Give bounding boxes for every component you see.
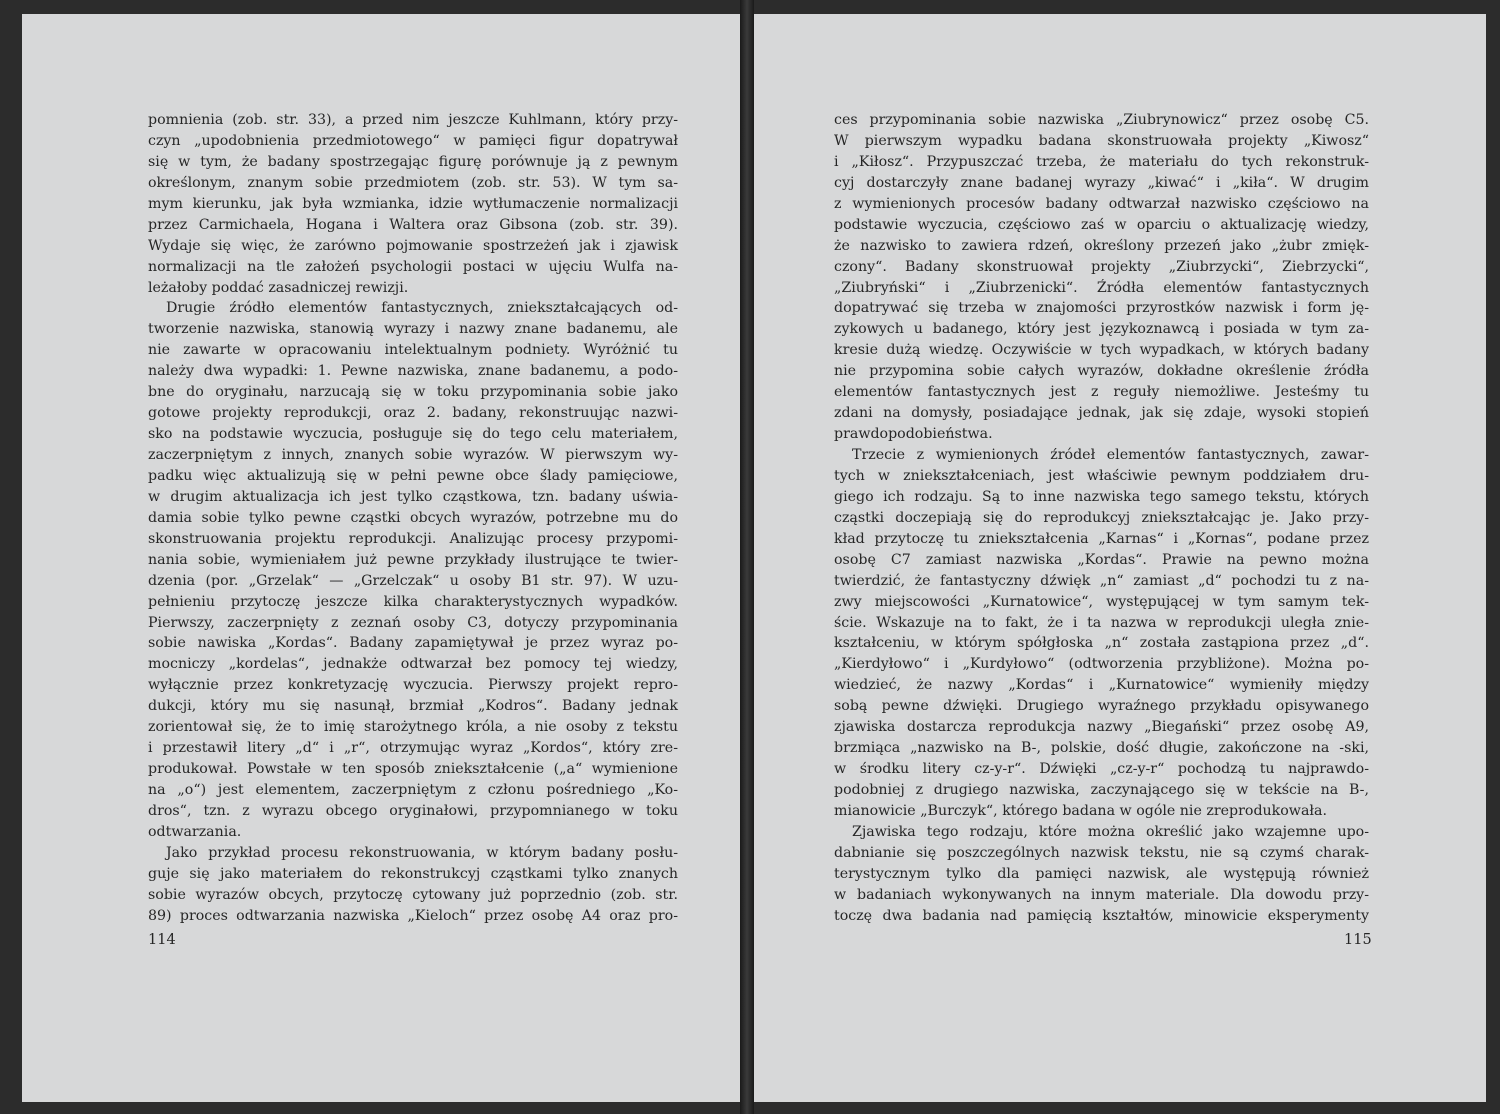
text-line: wyłącznie przez konkretyzację wyczucia. Pierwszy projekt repro- <box>148 677 678 694</box>
text-line: pomnienia (zob. str. 33), a przed nim jeszcze Kuhlmann, który przy- <box>148 112 678 128</box>
text-line: dopatrywać się trzeba w znajomości przyrostków nazwisk i form ję- <box>834 300 1369 317</box>
text-line: Pierwszy, zaczerpnięty z zeznań osoby C3, dotyczy przypominania <box>148 614 678 631</box>
text-line: nie przypomina sobie całych wyrazów, dokładne określenie źródła <box>834 363 1369 380</box>
text-line: się w tym, że badany spostrzegając figurę porównuje ją z pewnym <box>148 153 678 170</box>
text-line: toczę dwa badania nad pamięcią kształtów, minowicie eksperymenty <box>834 907 1369 924</box>
text-line: skonstruowania projektu reprodukcji. Analizując procesy przypomi- <box>148 530 678 547</box>
text-line: mym kierunku, jak była wzmianka, idzie wytłumaczenie normalizacji <box>148 195 678 212</box>
text-line: tworzenie nazwiska, stanowią wyrazy i nazwy znane badanemu, ale <box>148 321 678 338</box>
text-line: czony“. Badany skonstruował projekty „Ziubrzycki“, Ziebrzycki“, <box>834 258 1369 275</box>
text-line: tych w zniekształceniach, jest właściwie pewnym poddziałem dru- <box>834 467 1369 484</box>
text-line: kład przytoczę tu zniekształcenia „Karnas“ i „Kornas“, podane przez <box>834 530 1369 547</box>
text-line: sobą pewne dźwięki. Drugiego wyraźnego przykładu opisywanego <box>834 698 1369 715</box>
left-page-number: 114 <box>148 932 176 948</box>
right-page-body-text <box>834 110 1369 927</box>
text-line: „Kierdyłowo“ i „Kurdyłowo“ (odtworzenia przybliżone). Można po- <box>834 656 1369 673</box>
text-line: określonym, znanym sobie przedmiotem (zob. str. 53). W tym sa- <box>148 174 678 191</box>
left-page <box>22 14 740 1102</box>
text-line: mianowicie „Burczyk“, którego badana w ogóle nie zreprodukowała. <box>834 802 1327 819</box>
text-line: brzmiąca „nazwisko na B-, polskie, dość długie, zakończone na -ski, <box>834 740 1369 757</box>
text-line: należy dwa wypadki: 1. Pewne nazwiska, znane badanemu, a podo- <box>148 363 678 380</box>
text-line: leżałoby poddać zasadniczej rewizji. <box>148 279 409 296</box>
text-line: produkował. Powstałe w ten sposób zniekształcenie („a“ wymienione <box>148 761 678 778</box>
text-line: dukcji, który mu się nasunął, brzmiał „Kodros“. Badany jednak <box>148 698 678 715</box>
text-line: w badaniach wykonywanych na innym materiale. Dla dowodu przy- <box>834 886 1369 903</box>
text-line: zaczerpniętym z innych, znanych sobie wyrazów. W pierwszym wy- <box>148 447 678 463</box>
text-line: gotowe projekty reprodukcji, oraz 2. badany, rekonstruując nazwi- <box>148 405 678 422</box>
text-line: 89) proces odtwarzania nazwiska „Kieloch“ przez osobę A4 oraz pro- <box>148 907 678 924</box>
text-line: na „o“) jest elementem, zaczerpniętym z członu pośredniego „Ko- <box>148 782 678 798</box>
text-line: ces przypominania sobie nazwiska „Ziubrynowicz“ przez osobę C5. <box>834 112 1369 128</box>
text-line: zwy miejscowości „Kurnatowice“, występującej w tym samym tek- <box>834 593 1369 610</box>
text-line: sobie nawiska „Kordas“. Badany zapamiętywał je przez wyraz po- <box>148 635 678 652</box>
text-line: dros“, tzn. z wyrazu obcego oryginałowi, przypomnianego w toku <box>148 802 678 819</box>
right-page-number: 115 <box>1344 932 1372 948</box>
text-line: zykowych u badanego, który jest językoznawcą i posiada w tym za- <box>834 321 1369 338</box>
left-page-body-text <box>148 110 678 927</box>
text-line: Jako przykład procesu rekonstruowania, w którym badany posłu- <box>166 844 678 861</box>
text-line: w środku litery cz-y-r“. Dźwięki „cz-y-r“ pochodzą tu najprawdo- <box>834 761 1369 778</box>
text-line: ście. Wskazuje na to fakt, że i ta nazwa w reprodukcji uległa znie- <box>834 614 1369 631</box>
book-gutter <box>740 0 754 1114</box>
text-line: twierdzić, że fantastyczny dźwięk „n“ zamiast „d“ pochodzi tu z na- <box>834 572 1369 589</box>
text-line: prawdopodobieństwa. <box>834 426 993 443</box>
text-line: bne do oryginału, narzucają się w toku przypominania sobie jako <box>148 384 678 401</box>
text-line: podobniej z drugiego nazwiska, zaczynającego się w tekście na B-, <box>834 782 1369 798</box>
text-line: odtwarzania. <box>148 823 242 840</box>
text-line: „Ziubryński“ i „Ziubrzenicki“. Źródła elementów fantastycznych <box>834 279 1369 296</box>
text-line: nania sobie, wymieniałem już pewne przykłady ilustrujące te twier- <box>148 551 678 568</box>
text-line: czyn „upodobnienia przedmiotowego“ w pamięci figur dopatrywał <box>148 132 678 149</box>
text-line: Wydaje się więc, że zarówno pojmowanie spostrzeżeń jak i zjawisk <box>148 237 678 254</box>
text-line: terystycznym tylko dla pamięci nazwisk, ale występują również <box>834 865 1369 882</box>
text-line: dzenia (por. „Grzelak“ — „Grzelczak“ u osoby B1 str. 97). W uzu- <box>148 572 678 589</box>
text-line: sobie wyrazów obcych, przytoczę cytowany już poprzednio (zob. str. <box>148 886 678 903</box>
text-line: Drugie źródło elementów fantastycznych, zniekształcających od- <box>166 300 678 317</box>
text-line: elementów fantastycznych jest z reguły niemożliwe. Jesteśmy tu <box>834 384 1369 401</box>
text-line: cząstki doczepiają się do reprodukcyj zniekształcając je. Jako przy- <box>834 509 1369 526</box>
text-line: wiedzieć, że nazwy „Kordas“ i „Kurnatowice“ wymieniły między <box>834 677 1369 694</box>
text-line: że nazwisko to zawiera rdzeń, określony przezeń jako „żubr zmięk- <box>834 237 1369 254</box>
text-line: sko na podstawie wyczucia, posługuje się do tego celu materiałem, <box>148 426 678 443</box>
text-line: osobę C7 zamiast nazwiska „Kordas“. Prawie na pewno można <box>834 551 1369 568</box>
text-line: zjawiska dostarcza reprodukcja nazwy „Biegański“ przez osobę A9, <box>834 719 1369 736</box>
text-line: guje się jako materiałem do rekonstrukcyj cząstkami tylko znanych <box>148 865 678 882</box>
text-line: i „Kiłosz“. Przypuszczać trzeba, że materiału do tych rekonstruk- <box>834 153 1369 170</box>
text-line: W pierwszym wypadku badana skonstruowała projekty „Kiwosz“ <box>834 132 1369 149</box>
text-line: pełnieniu przytoczę jeszcze kilka charakterystycznych wypadków. <box>148 593 678 610</box>
text-line: zdani na domysły, posiadające jednak, jak się zdaje, wysoki stopień <box>834 405 1369 422</box>
text-line: w drugim aktualizacja ich jest tylko cząstkowa, tzn. badany uświa- <box>148 488 678 505</box>
text-line: i przestawił litery „d“ i „r“, otrzymując wyraz „Kordos“, który zre- <box>148 740 678 757</box>
text-line: damia sobie tylko pewne cząstki obcych wyrazów, potrzebne mu do <box>148 509 678 526</box>
text-line: podstawie wyczucia, częściowo zaś w oparciu o aktualizację wiedzy, <box>834 216 1369 233</box>
text-line: padku więc aktualizują się w pełni pewne obce ślady pamięciowe, <box>148 467 678 484</box>
text-line: kształceniu, w którym spółgłoska „n“ została zastąpiona przez „d“. <box>834 635 1369 652</box>
text-line: zorientował się, że to imię starożytnego króla, a nie osoby z tekstu <box>148 719 678 736</box>
right-page <box>754 14 1486 1102</box>
text-line: dabnianie się poszczególnych nazwisk tekstu, nie są czymś charak- <box>834 844 1369 861</box>
text-line: kresie dużą wiedzę. Oczywiście w tych wypadkach, w których badany <box>834 342 1369 359</box>
text-line: giego ich rodzaju. Są to inne nazwiska tego samego tekstu, których <box>834 488 1369 505</box>
text-line: Zjawiska tego rodzaju, które można określić jako wzajemne upo- <box>852 823 1369 840</box>
text-line: cyj dostarczyły znane badanej wyrazy „kiwać“ i „kiła“. W drugim <box>834 174 1369 191</box>
text-line: normalizacji na tle założeń psychologii postaci w ujęciu Wulfa na- <box>148 258 678 275</box>
text-line: Trzecie z wymienionych źródeł elementów fantastycznych, zawar- <box>852 447 1369 463</box>
text-line: z wymienionych procesów badany odtwarzał nazwisko częściowo na <box>834 195 1369 212</box>
text-line: mocniczy „kordelas“, jednakże odtwarzał bez pomocy tej wiedzy, <box>148 656 678 673</box>
text-line: przez Carmichaela, Hogana i Waltera oraz Gibsona (zob. str. 39). <box>148 216 678 233</box>
text-line: nie zawarte w opracowaniu intelektualnym podniety. Wyróżnić tu <box>148 342 678 359</box>
